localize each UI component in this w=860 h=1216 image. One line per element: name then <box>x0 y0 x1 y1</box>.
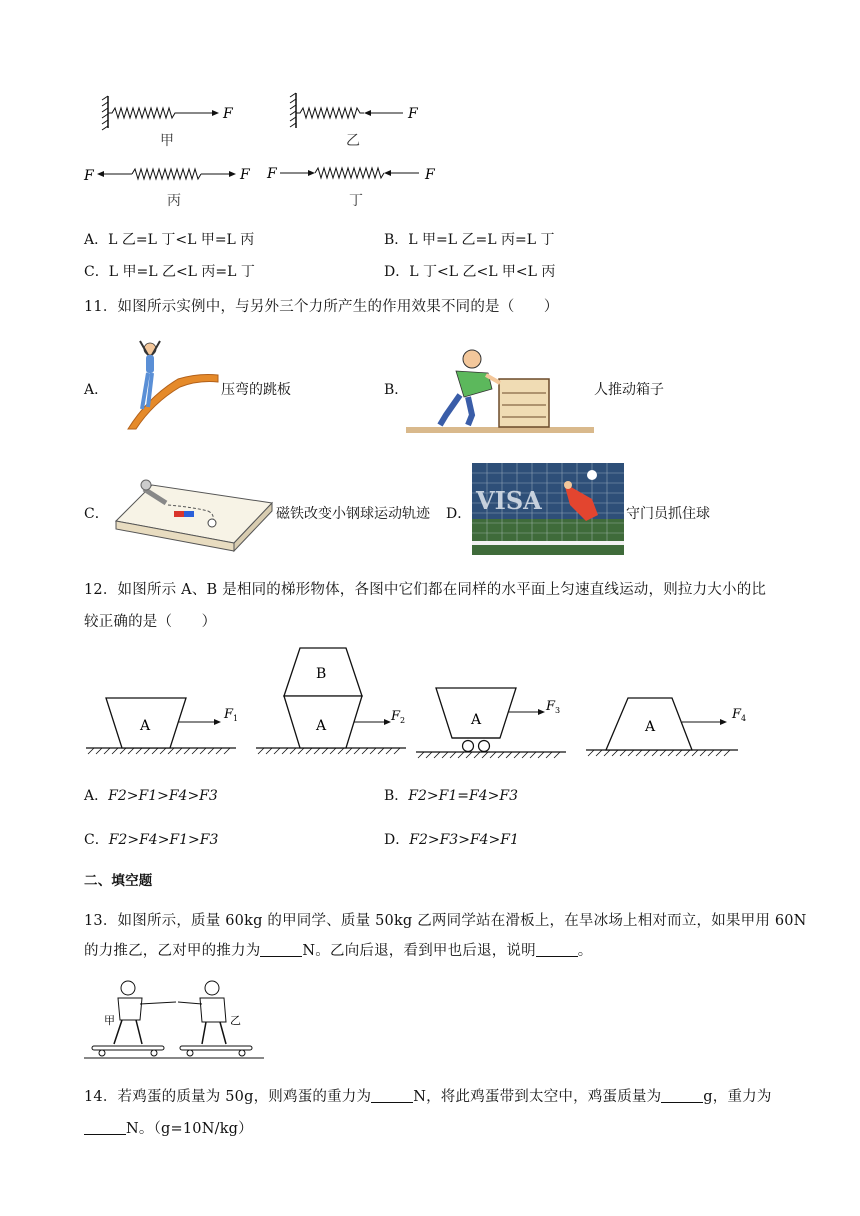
svg-text:F: F <box>224 707 234 722</box>
magnet-track-figure <box>112 463 274 555</box>
q13-text-b: N。乙向后退，看到甲也后退，说明 <box>302 943 536 959</box>
svg-text:F: F <box>84 168 94 184</box>
option-text: L 乙=L 丁<L 甲=L 丙 <box>108 232 255 248</box>
q12-trapezoid-figures <box>80 640 760 765</box>
option-letter: B． <box>384 788 409 804</box>
q14-blank-1[interactable] <box>371 1088 413 1103</box>
q14-text-b: N，将此鸡蛋带到太空中，鸡蛋质量为 <box>413 1089 662 1105</box>
svg-text:F: F <box>732 707 742 722</box>
q12-stem-line1: 12．如图所示 A、B 是相同的梯形物体，各图中它们都在同样的水平面上匀速直线运动，则拉力大小的比 <box>84 582 767 598</box>
q14-text-c: g，重力为 <box>703 1089 772 1105</box>
q11-option-c-letter[interactable]: C． <box>84 506 109 522</box>
option-letter: A． <box>84 788 109 804</box>
option-letter: C． <box>84 832 109 848</box>
figure-f4 <box>586 698 746 756</box>
svg-text:F: F <box>391 709 401 724</box>
q13-blank-1[interactable] <box>260 942 302 957</box>
svg-text:4: 4 <box>741 714 747 723</box>
spring-yi <box>290 93 403 128</box>
option-text: F2>F4>F1>F3 <box>108 832 219 848</box>
option-letter: D． <box>384 264 410 280</box>
springboard-figure <box>118 337 223 432</box>
q13-line2 <box>84 939 593 960</box>
q14-blank-2[interactable] <box>661 1088 703 1103</box>
option-letter: C． <box>84 264 109 280</box>
figure-f1 <box>86 698 238 754</box>
svg-text:3: 3 <box>555 706 561 715</box>
q11-option-b-label: 人推动箱子 <box>594 382 664 398</box>
q13-blank-2[interactable] <box>536 942 578 957</box>
pushing-box-figure <box>406 345 594 435</box>
spring-bing <box>83 167 251 184</box>
option-letter: B． <box>384 232 409 248</box>
q13-text-c: 。 <box>577 943 593 959</box>
q13-text-a: 的力推乙，乙对甲的推力为 <box>84 943 261 959</box>
q10-option-c[interactable] <box>84 261 255 281</box>
q13-line1: 13．如图所示，质量 60kg 的甲同学、质量 50kg 乙两同学站在滑板上，在旱冰场上相对而立，如果甲用 60N <box>84 913 807 929</box>
spring-ding <box>266 166 436 183</box>
force-label-yi: F <box>408 106 418 122</box>
q11-option-d-label: 守门员抓住球 <box>626 506 710 522</box>
q12-option-d[interactable] <box>384 829 519 849</box>
q10-spring-figures <box>80 88 460 213</box>
option-text: L 甲=L 乙=L 丙=L 丁 <box>408 232 555 248</box>
svg-text:F: F <box>267 166 277 182</box>
svg-text:F: F <box>240 167 250 183</box>
svg-text:乙: 乙 <box>230 1014 241 1027</box>
q12-option-c[interactable] <box>84 829 218 849</box>
option-text: F2>F1=F4>F3 <box>408 788 518 804</box>
q14-line1 <box>84 1085 772 1106</box>
goalkeeper-photo <box>472 463 624 555</box>
svg-text:F: F <box>546 699 556 714</box>
svg-text:A: A <box>645 719 656 735</box>
force-label-jia: F <box>223 106 233 122</box>
skateboard-figure <box>84 976 264 1060</box>
q12-option-b[interactable] <box>384 785 518 805</box>
spring-jia <box>102 96 219 130</box>
option-text: F2>F1>F4>F3 <box>108 788 218 804</box>
svg-text:F: F <box>425 167 435 183</box>
q12-stem-line2: 较正确的是（ ） <box>84 614 217 630</box>
q10-option-b[interactable] <box>384 229 554 249</box>
q11-option-d-letter[interactable]: D． <box>446 506 472 522</box>
caption-jia: 甲 <box>160 133 174 149</box>
svg-text:A: A <box>471 712 482 728</box>
svg-text:1: 1 <box>233 714 239 723</box>
figure-f2 <box>256 648 406 754</box>
q12-option-a[interactable] <box>84 785 218 805</box>
option-text: L 丁<L 乙<L 甲<L 丙 <box>409 264 556 280</box>
caption-ding: 丁 <box>349 193 363 209</box>
section-title: 二、填空题 <box>84 873 153 889</box>
q11-option-a-label: 压弯的跳板 <box>221 382 291 398</box>
q10-option-d[interactable] <box>384 261 555 281</box>
svg-text:A: A <box>316 718 327 734</box>
svg-text:A: A <box>140 718 151 734</box>
figure-f3 <box>416 688 566 758</box>
q14-line2 <box>84 1117 253 1138</box>
option-text: F2>F3>F4>F1 <box>409 832 519 848</box>
option-letter: A． <box>84 232 109 248</box>
option-text: L 甲=L 乙<L 丙=L 丁 <box>108 264 255 280</box>
svg-text:甲: 甲 <box>104 1014 115 1027</box>
photo-banner-text: VISA <box>476 486 542 515</box>
q11-option-a-letter[interactable]: A． <box>84 382 109 398</box>
q14-blank-3[interactable] <box>84 1120 126 1135</box>
q14-text-a: 14．若鸡蛋的质量为 50g，则鸡蛋的重力为 <box>84 1089 372 1105</box>
q11-option-b-letter[interactable]: B． <box>384 382 409 398</box>
q14-text-d: N。（g=10N/kg） <box>126 1121 253 1137</box>
caption-yi: 乙 <box>346 133 360 149</box>
svg-text:B: B <box>316 666 327 682</box>
caption-bing: 丙 <box>167 193 181 209</box>
q11-option-c-label: 磁铁改变小钢球运动轨迹 <box>276 506 430 522</box>
q11-stem: 11．如图所示实例中，与另外三个力所产生的作用效果不同的是（ ） <box>84 299 559 315</box>
option-letter: D． <box>384 832 410 848</box>
q10-option-a[interactable] <box>84 229 254 249</box>
svg-text:2: 2 <box>400 716 406 725</box>
